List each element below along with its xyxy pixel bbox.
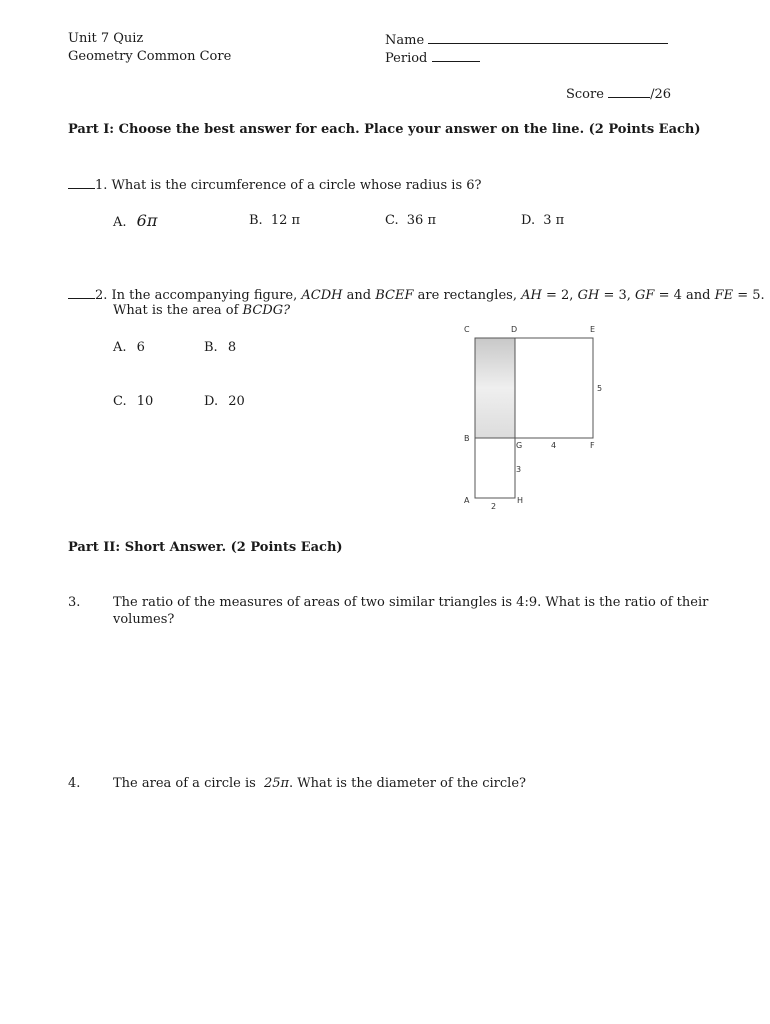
- q2-choice-d: [204, 394, 245, 409]
- question-3-number: 3.: [68, 595, 81, 610]
- question-3-line2: volumes?: [113, 612, 175, 627]
- q2-bcef: BCEF: [375, 288, 414, 303]
- dim-gh: 3: [516, 465, 522, 474]
- q2-text: = 3,: [603, 288, 631, 303]
- q4-expr: 25π: [263, 776, 290, 791]
- shaded-region-bcdg: [475, 338, 515, 438]
- q2-text: and: [346, 288, 372, 303]
- q2-gh: GH: [577, 288, 600, 303]
- choice-letter: A.: [113, 215, 127, 230]
- q2-text: = 2,: [545, 288, 574, 303]
- choice-value: 6π: [136, 211, 158, 230]
- label-c: C: [464, 325, 470, 334]
- q2-fe: FE: [714, 288, 734, 303]
- q2-acdh: ACDH: [301, 288, 343, 303]
- q2-text: What is the area of: [113, 303, 239, 318]
- choice-letter: C.: [385, 213, 399, 228]
- label-e: E: [590, 325, 596, 334]
- choice-value: 12 π: [270, 213, 301, 228]
- rectangles-figure: [455, 320, 615, 515]
- score-total: /26: [650, 87, 671, 102]
- name-field[interactable]: [385, 31, 668, 48]
- score-blank[interactable]: [608, 85, 650, 98]
- q2-text: = 4 and: [658, 288, 711, 303]
- question-1-text: What is the circumference of a circle whose radius is 6?: [111, 178, 482, 193]
- question-1-number: 1.: [95, 178, 108, 193]
- score-field[interactable]: [566, 85, 671, 102]
- name-label: Name: [385, 33, 425, 48]
- choice-value: 10: [136, 394, 154, 409]
- question-2-line2: [113, 303, 290, 318]
- period-blank[interactable]: [432, 49, 480, 62]
- q1-choice-a: [113, 211, 157, 230]
- choice-letter: B.: [249, 213, 263, 228]
- score-label: Score: [566, 87, 604, 102]
- q2-text: = 5.: [737, 288, 765, 303]
- choice-value: 36 π: [406, 213, 436, 228]
- course-name: Geometry Common Core: [68, 49, 232, 64]
- quiz-title: Unit 7 Quiz: [68, 31, 144, 46]
- choice-letter: D.: [204, 394, 219, 409]
- answer-blank-2[interactable]: [68, 286, 95, 299]
- label-h: H: [517, 496, 524, 505]
- label-b: B: [464, 434, 470, 443]
- q2-text: are rectangles,: [417, 288, 517, 303]
- question-1: [68, 176, 482, 193]
- part2-heading: Part II: Short Answer. (2 Points Each): [68, 540, 343, 555]
- q4-text: . What is the diameter of the circle?: [289, 776, 526, 791]
- q2-choice-c: [113, 394, 153, 409]
- dim-gf: 4: [551, 441, 557, 450]
- choice-value: 8: [227, 340, 237, 355]
- question-2-number: 2.: [95, 288, 108, 303]
- question-4-number: 4.: [68, 776, 81, 791]
- q1-choice-d: [521, 213, 564, 228]
- label-g: G: [516, 441, 523, 450]
- q2-ah: AH: [521, 288, 542, 303]
- choice-letter: A.: [113, 340, 127, 355]
- part1-heading: Part I: Choose the best answer for each. Place your answer on the line. (2 Points Each): [68, 122, 701, 137]
- q2-text: In the accompanying figure,: [111, 288, 298, 303]
- choice-letter: D.: [521, 213, 536, 228]
- question-3-line1: The ratio of the measures of areas of two similar triangles is 4:9. What is the ratio of their: [113, 595, 709, 610]
- choice-letter: B.: [204, 340, 218, 355]
- question-4-text: [113, 776, 526, 791]
- question-3-text: [113, 595, 708, 627]
- name-blank[interactable]: [428, 31, 668, 44]
- q2-gf: GF: [635, 288, 655, 303]
- period-field[interactable]: [385, 49, 480, 66]
- q2-choice-a: [113, 340, 145, 355]
- q2-bcdg: BCDG?: [242, 303, 291, 318]
- choice-letter: C.: [113, 394, 127, 409]
- choice-value: 3 π: [543, 213, 565, 228]
- period-label: Period: [385, 51, 428, 66]
- choice-value: 6: [136, 340, 145, 355]
- answer-blank-1[interactable]: [68, 176, 95, 189]
- label-a: A: [464, 496, 470, 505]
- q1-choice-b: [249, 213, 300, 228]
- question-2: [68, 286, 765, 303]
- choice-value: 20: [228, 394, 245, 409]
- q4-text: The area of a circle is: [113, 776, 256, 791]
- dim-ah: 2: [491, 502, 497, 511]
- q2-choice-b: [204, 340, 236, 355]
- dim-fe: 5: [597, 384, 603, 393]
- label-f: F: [590, 441, 595, 450]
- label-d: D: [511, 325, 518, 334]
- q1-choice-c: [385, 213, 436, 228]
